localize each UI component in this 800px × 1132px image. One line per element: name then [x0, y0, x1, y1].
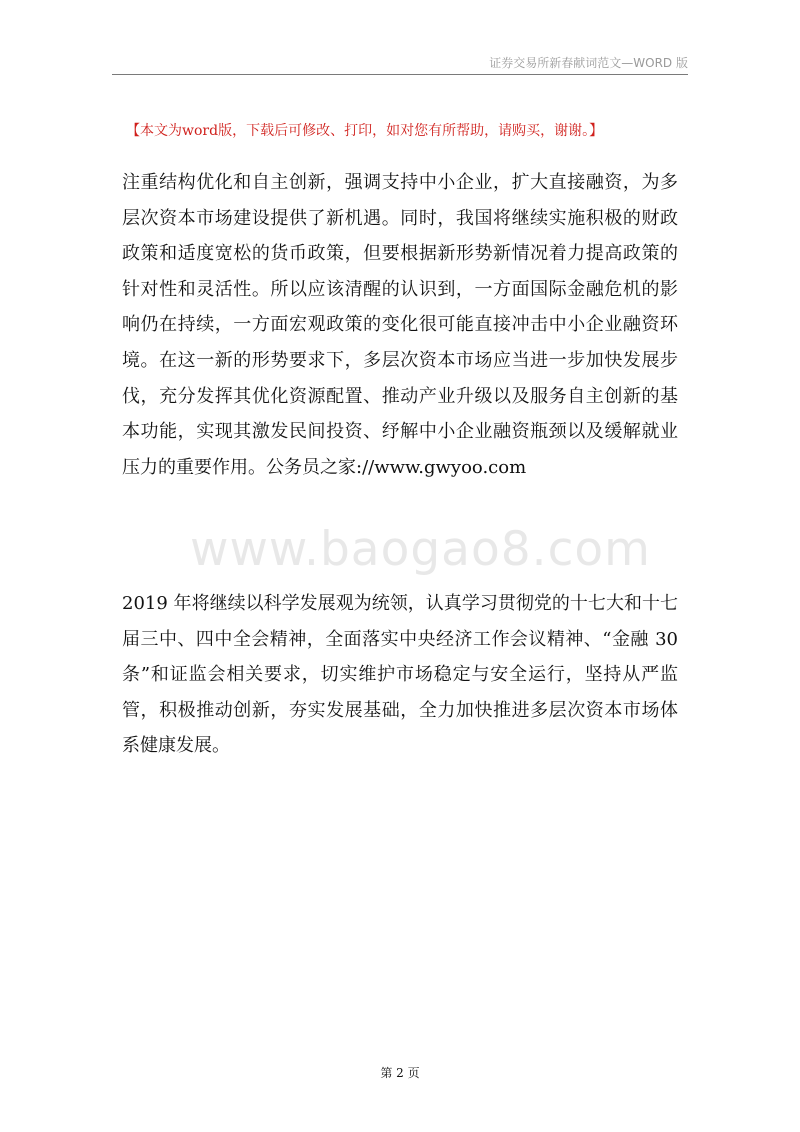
page-header-title: 证券交易所新春献词范文—WORD 版: [489, 56, 688, 70]
watermark: www.baogao8.com: [190, 522, 651, 577]
header-divider: [112, 74, 688, 75]
body-paragraph-2: 2019 年将继续以科学发展观为统领，认真学习贯彻党的十七大和十七届三中、四中全会精神，全面落实中央经济工作会议精神、“金融 30 条”和证监会相关要求，切实维护市场稳定与安全运行，坚持从严监管，积极推动创新，夯实发展基础，全力加快推进多层次资本市场体系健康发展。: [122, 593, 678, 757]
page-number: 第 2 页: [380, 1066, 420, 1080]
download-notice: 【本文为word版，下载后可修改、打印，如对您有所帮助，请购买，谢谢。】: [126, 123, 604, 139]
body-paragraph-1: 注重结构优化和自主创新，强调支持中小企业，扩大直接融资，为多层次资本市场建设提供了新机遇。同时，我国将继续实施积极的财政政策和适度宽松的货币政策，但要根据新形势新情况着力提高政策的针对性和灵活性。所以应该清醒的认识到，一方面国际金融危机的影响仍在持续，一方面宏观政策的变化很可能直接冲击中小企业融资环境。在这一新的形势要求下，多层次资本市场应当进一步加快发展步伐，充分发挥其优化资源配置、推动产业升级以及服务自主创新的基本功能，实现其激发民间投资、纾解中小企业融资瓶颈以及缓解就业压力的重要作用。公务员之家://www.gwyoo.com: [122, 172, 678, 478]
